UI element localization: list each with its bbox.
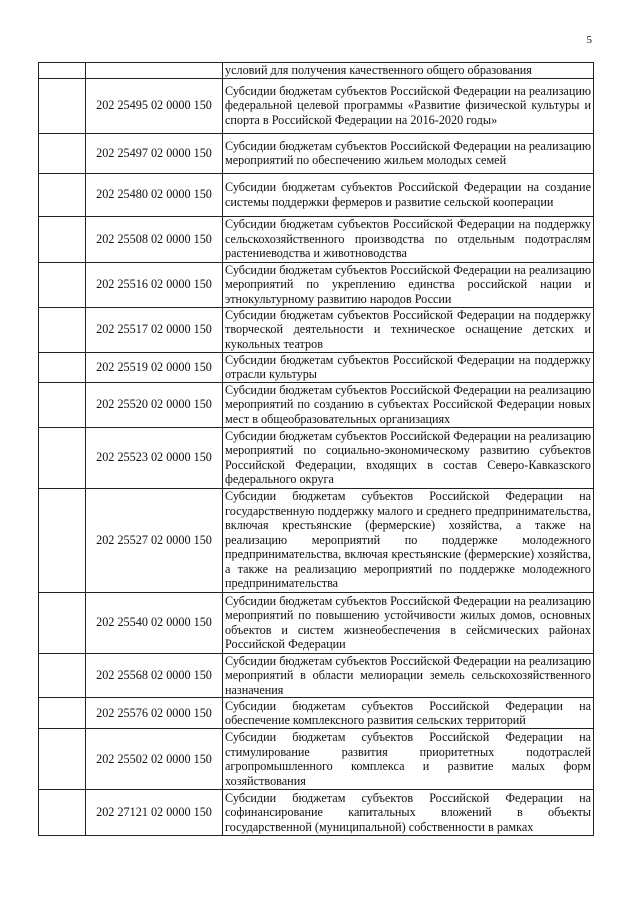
code-cell: 202 25497 02 0000 150 — [86, 133, 223, 173]
code-cell: 202 25502 02 0000 150 — [86, 729, 223, 790]
table-row — [39, 78, 594, 133]
index-cell — [39, 352, 86, 382]
table-row — [39, 133, 594, 173]
index-cell — [39, 427, 86, 488]
code-cell: 202 25576 02 0000 150 — [86, 698, 223, 729]
index-cell — [39, 262, 86, 307]
budget-classification-table — [38, 62, 594, 836]
table-row — [39, 592, 594, 653]
description-cell: Субсидии бюджетам субъектов Российской Федерации на реализацию мероприятий в области мелиорации земель сельскохозяйственного назначения — [223, 653, 594, 698]
code-cell: 202 25523 02 0000 150 — [86, 427, 223, 488]
index-cell — [39, 78, 86, 133]
index-cell — [39, 173, 86, 216]
code-cell: 202 25516 02 0000 150 — [86, 262, 223, 307]
table-row — [39, 698, 594, 729]
table-row — [39, 352, 594, 382]
code-cell: 202 25568 02 0000 150 — [86, 653, 223, 698]
description-cell: Субсидии бюджетам субъектов Российской Федерации на поддержку отрасли культуры — [223, 352, 594, 382]
description-cell: Субсидии бюджетам субъектов Российской Федерации на стимулирование развития приоритетных подотраслей агропромышленного комплекса и развитие малых форм хозяйствования — [223, 729, 594, 790]
index-cell — [39, 592, 86, 653]
table-row — [39, 427, 594, 488]
code-cell: 202 25519 02 0000 150 — [86, 352, 223, 382]
index-cell — [39, 729, 86, 790]
code-cell: 202 25540 02 0000 150 — [86, 592, 223, 653]
code-cell: 202 25480 02 0000 150 — [86, 173, 223, 216]
table-row — [39, 488, 594, 592]
index-cell — [39, 382, 86, 427]
index-cell — [39, 790, 86, 836]
index-cell — [39, 653, 86, 698]
table-row — [39, 216, 594, 262]
code-cell: 202 25508 02 0000 150 — [86, 216, 223, 262]
index-cell — [39, 488, 86, 592]
code-cell: 202 25520 02 0000 150 — [86, 382, 223, 427]
description-cell: Субсидии бюджетам субъектов Российской Федерации на реализацию мероприятий по созданию в субъектах Российской Федерации новых мест в общеобразовательных организациях — [223, 382, 594, 427]
index-cell — [39, 63, 86, 79]
description-cell: Субсидии бюджетам субъектов Российской Федерации на государственную поддержку малого и среднего предпринимательства, включая крестьянские (фермерские) хозяйства, а также на реализацию мероприятий по поддержке молодежного предпринимательства, включая крестьянские (фермерские) хозяйства, а также на реализацию мероприятий по поддержке молодежного предпринимательства — [223, 488, 594, 592]
code-cell — [86, 63, 223, 79]
code-cell: 202 25517 02 0000 150 — [86, 307, 223, 352]
table-row — [39, 173, 594, 216]
table-row — [39, 653, 594, 698]
description-cell: Субсидии бюджетам субъектов Российской Федерации на реализацию мероприятий по повышению устойчивости жилых домов, основных объектов и систем жизнеобеспечения в сейсмических районах Российской Федерации — [223, 592, 594, 653]
table-row — [39, 382, 594, 427]
description-cell: Субсидии бюджетам субъектов Российской Федерации на реализацию мероприятий по укреплению единства российской нации и этнокультурному развитию народов России — [223, 262, 594, 307]
code-cell: 202 25495 02 0000 150 — [86, 78, 223, 133]
index-cell — [39, 133, 86, 173]
page-number: 5 — [586, 34, 592, 46]
table-row — [39, 307, 594, 352]
index-cell — [39, 216, 86, 262]
description-cell: Субсидии бюджетам субъектов Российской Федерации на реализацию мероприятий по обеспечению жильем молодых семей — [223, 133, 594, 173]
description-cell: условий для получения качественного общего образования — [223, 63, 594, 79]
code-cell: 202 25527 02 0000 150 — [86, 488, 223, 592]
description-cell: Субсидии бюджетам субъектов Российской Федерации на создание системы поддержки фермеров и развитие сельской кооперации — [223, 173, 594, 216]
table-row-continuation — [39, 63, 594, 79]
code-cell: 202 27121 02 0000 150 — [86, 790, 223, 836]
table-row — [39, 262, 594, 307]
table-row — [39, 790, 594, 836]
index-cell — [39, 307, 86, 352]
table-row — [39, 729, 594, 790]
description-cell: Субсидии бюджетам субъектов Российской Федерации на софинансирование капитальных вложений в объекты государственной (муниципальной) собственности в рамках — [223, 790, 594, 836]
description-cell: Субсидии бюджетам субъектов Российской Федерации на реализацию федеральной целевой программы «Развитие физической культуры и спорта в Российской Федерации на 2016-2020 годы» — [223, 78, 594, 133]
description-cell: Субсидии бюджетам субъектов Российской Федерации на обеспечение комплексного развития сельских территорий — [223, 698, 594, 729]
description-cell: Субсидии бюджетам субъектов Российской Федерации на реализацию мероприятий по социально-экономическому развитию субъектов Российской Федерации, входящих в состав Северо-Кавказского федерального округа — [223, 427, 594, 488]
description-cell: Субсидии бюджетам субъектов Российской Федерации на поддержку сельскохозяйственного производства по отдельным подотраслям растениеводства и животноводства — [223, 216, 594, 262]
description-cell: Субсидии бюджетам субъектов Российской Федерации на поддержку творческой деятельности и техническое оснащение детских и кукольных театров — [223, 307, 594, 352]
index-cell — [39, 698, 86, 729]
